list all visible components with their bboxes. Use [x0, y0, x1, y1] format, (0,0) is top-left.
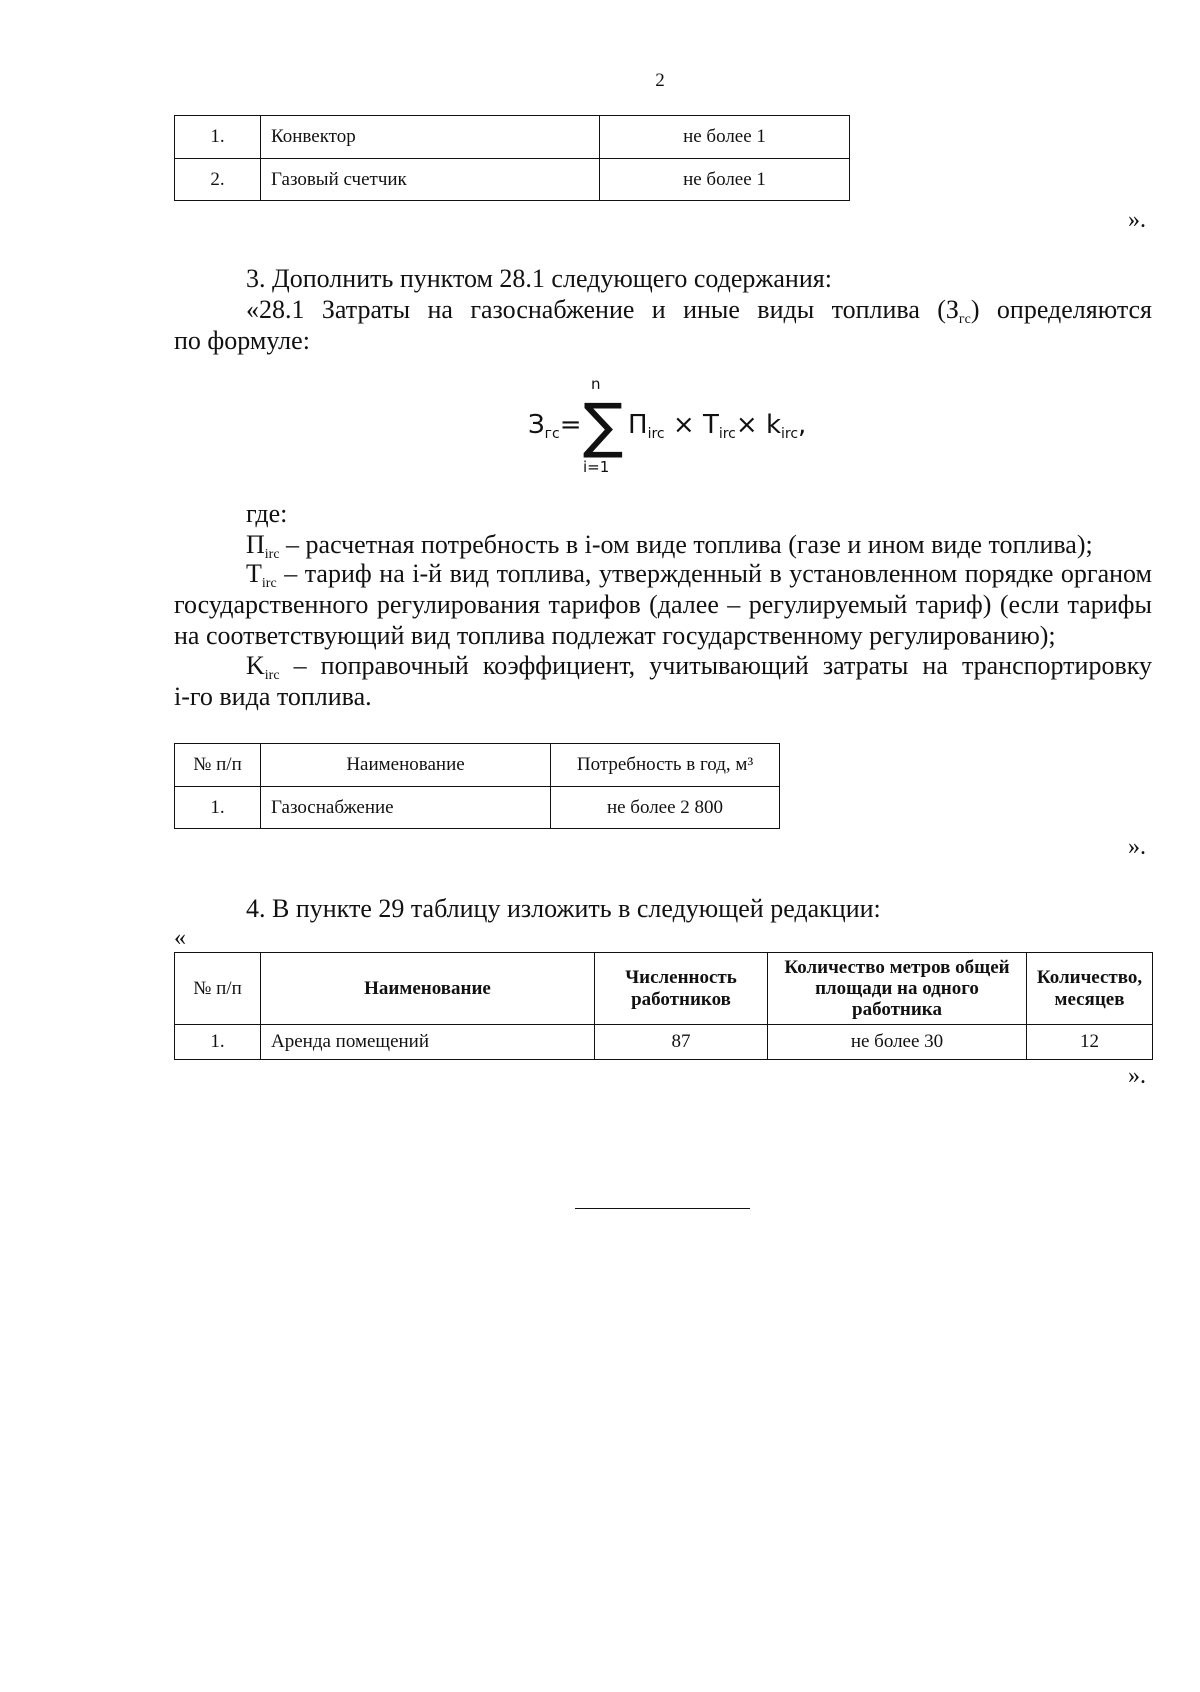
header-area: Количество метров общей площади на одного работника	[768, 953, 1027, 1025]
cell-area: не более 30	[768, 1025, 1027, 1060]
where-k1	[246, 650, 1152, 686]
formula-eq: =	[559, 410, 582, 440]
cell-name: Конвектор	[261, 116, 600, 159]
sigma-icon: ∑	[583, 391, 624, 461]
where-label: где:	[246, 499, 288, 528]
table-row	[175, 787, 780, 829]
header-staff: Численность работников	[595, 953, 768, 1025]
cell-num: 1.	[175, 787, 261, 829]
where-t-text1: – тариф на i-й вид топлива, утвержденный в установленном порядке органом	[276, 559, 1152, 588]
item3-line1-text: «28.1 Затраты на газоснабжение и иные виды топлива (З	[246, 295, 959, 324]
where-t2: государственного регулирования тарифов (далее – регулируемый тариф) (если тарифы	[174, 590, 1152, 619]
where-k2: i-го вида топлива.	[174, 682, 372, 711]
cell-name: Газовый счетчик	[261, 159, 600, 201]
item4-heading: 4. В пункте 29 таблицу изложить в следующей редакции:	[246, 894, 881, 923]
cell-staff: 87	[595, 1025, 768, 1060]
item3-line1	[246, 294, 1152, 330]
header-name: Наименование	[261, 953, 595, 1025]
table-header-row	[175, 744, 780, 787]
item3-heading: 3. Дополнить пунктом 28.1 следующего содержания:	[246, 264, 832, 293]
formula-times1: ×	[664, 410, 703, 440]
cell-name: Газоснабжение	[261, 787, 551, 829]
where-k-text1: – поправочный коэффициент, учитывающий затраты на транспортировку	[279, 651, 1152, 680]
table-row	[175, 116, 850, 159]
cell-value: не более 1	[600, 159, 850, 201]
end-divider	[575, 1208, 750, 1209]
where-t3: на соответствующий вид топлива подлежат государственному регулированию);	[174, 621, 1056, 650]
cell-num: 2.	[175, 159, 261, 201]
equipment-table	[174, 115, 850, 201]
gas-supply-table	[174, 743, 780, 829]
formula-lhs	[528, 410, 582, 440]
formula-times2: ×	[735, 410, 766, 440]
header-num: № п/п	[175, 953, 261, 1025]
close-quote: ».	[1128, 1063, 1146, 1089]
page-number: 2	[655, 70, 665, 91]
formula-lhs-sym: З	[528, 410, 545, 440]
formula-k-sub: irc	[781, 426, 799, 442]
where-p-text: – расчетная потребность в i-ом виде топлива (газе и ином виде топлива);	[279, 530, 1093, 559]
where-t-sub: irc	[261, 576, 277, 591]
table-header-row	[175, 953, 1153, 1025]
where-p-sub: irc	[264, 547, 280, 562]
close-quote: ».	[1128, 207, 1146, 233]
formula-k: k	[765, 410, 781, 440]
item3-line1-end: ) определяются	[970, 295, 1152, 324]
formula-lower: i=1	[583, 458, 610, 476]
formula-t-sub: irc	[718, 426, 736, 442]
where-t-sym: T	[246, 559, 262, 588]
cell-num: 1.	[175, 1025, 261, 1060]
formula-rhs	[628, 410, 806, 440]
formula-t: T	[702, 410, 719, 440]
item3-line2: по формуле:	[174, 326, 310, 355]
cell-num: 1.	[175, 116, 261, 159]
table-row	[175, 159, 850, 201]
formula-lhs-sub: гс	[544, 426, 560, 442]
close-quote: ».	[1128, 834, 1146, 860]
formula-end: ,	[798, 410, 807, 440]
cell-value: не более 1	[600, 116, 850, 159]
formula-p-sub: irc	[647, 426, 665, 442]
open-quote: «	[174, 925, 186, 951]
where-k-sym: K	[246, 651, 265, 680]
cell-name: Аренда помещений	[261, 1025, 595, 1060]
header-name: Наименование	[261, 744, 551, 787]
item3-line1-sub: гс	[958, 312, 971, 327]
cell-months: 12	[1027, 1025, 1153, 1060]
header-demand: Потребность в год, м³	[551, 744, 780, 787]
formula-upper: n	[591, 375, 601, 393]
formula-p: П	[628, 410, 648, 440]
where-k-sub: irc	[264, 668, 280, 683]
formula	[528, 375, 828, 476]
cell-value: не более 2 800	[551, 787, 780, 829]
rent-table	[174, 952, 1153, 1060]
header-num: № п/п	[175, 744, 261, 787]
table-row	[175, 1025, 1153, 1060]
header-months: Количество, месяцев	[1027, 953, 1153, 1025]
where-p-sym: П	[246, 530, 265, 559]
